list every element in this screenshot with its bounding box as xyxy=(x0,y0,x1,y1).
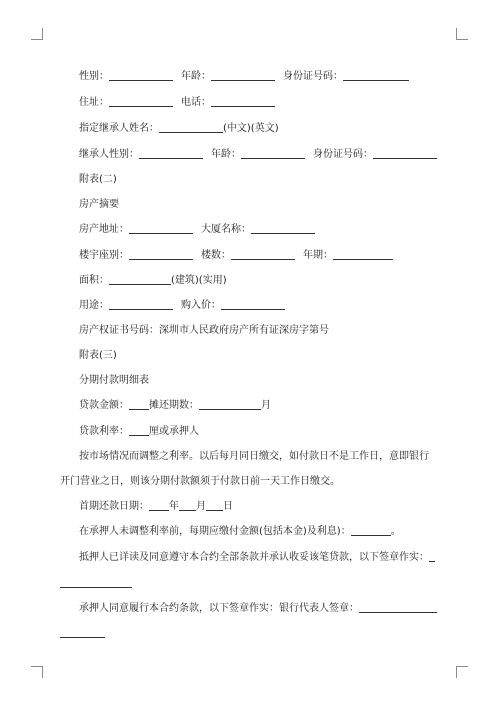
id-label: 身份证号码： xyxy=(283,71,343,82)
block-label: 楼宇座别： xyxy=(79,250,129,261)
row-heir-name xyxy=(79,122,279,135)
heir-id-label: 身份证号码： xyxy=(313,149,373,160)
row-loan-amount-term xyxy=(79,399,271,412)
appendix-3-heading: 附表(三) xyxy=(79,350,117,361)
period-label: 年期： xyxy=(303,250,333,261)
gender-blank xyxy=(109,70,173,81)
address-label: 住址： xyxy=(79,97,109,108)
property-address-blank xyxy=(129,223,193,234)
loan-rate-suffix: 厘或承押人 xyxy=(149,426,199,437)
heir-gender-label: 继承人性别： xyxy=(79,149,139,160)
loan-amount-blank xyxy=(129,399,149,410)
month-label: 月 xyxy=(196,501,206,512)
corner-mark-bottom-right xyxy=(456,666,468,678)
loan-amount-label: 贷款金额： xyxy=(79,400,129,411)
row-area xyxy=(79,274,227,287)
row-gender-age-id xyxy=(79,70,409,83)
usage-blank xyxy=(109,299,173,310)
row-loan-rate xyxy=(79,425,199,438)
row-first-payment-date xyxy=(79,500,233,513)
area-label: 面积： xyxy=(79,275,109,286)
bank-signature-blank xyxy=(359,602,437,613)
bank-signature-blank-continued xyxy=(60,637,105,638)
mortgagor-signature-blank-start xyxy=(429,551,435,562)
phone-label: 电话： xyxy=(181,97,211,108)
year-blank xyxy=(149,500,169,511)
corner-mark-top-left xyxy=(31,28,43,40)
heir-name-blank xyxy=(159,122,223,133)
corner-mark-top-right xyxy=(456,28,468,40)
installment-amount-text: 在承押人未调整利率前，每期应缴付金额(包括本金)及利息)： xyxy=(79,526,351,537)
area-suffix: (建筑)(实用) xyxy=(171,275,227,286)
corner-mark-bottom-left xyxy=(31,666,43,678)
phone-blank xyxy=(211,96,275,107)
loan-rate-label: 贷款利率： xyxy=(79,426,129,437)
price-blank xyxy=(221,299,285,310)
mortgagee-statement-text: 承押人同意履行本合约条款，以下签章作实：银行代表人签章： xyxy=(79,603,359,614)
building-name-label: 大厦名称： xyxy=(201,224,251,235)
loan-rate-blank xyxy=(129,425,149,436)
term-blank xyxy=(199,399,261,410)
heir-age-label: 年龄： xyxy=(211,149,241,160)
usage-label: 用途： xyxy=(79,300,109,311)
id-blank xyxy=(343,70,409,81)
term-label: 摊还期数： xyxy=(149,400,199,411)
age-blank xyxy=(211,70,275,81)
block-blank xyxy=(129,249,193,260)
mortgagor-statement xyxy=(79,551,435,564)
day-label: 日 xyxy=(223,501,233,512)
installment-schedule-heading: 分期付款明细表 xyxy=(79,375,149,386)
building-name-blank xyxy=(251,223,315,234)
row-installment-amount xyxy=(79,525,401,538)
row-usage-price xyxy=(79,299,285,312)
floor-blank xyxy=(231,249,295,260)
heir-name-label: 指定继承人姓名： xyxy=(79,123,159,134)
installment-amount-blank xyxy=(351,525,391,536)
price-label: 购入价： xyxy=(181,300,221,311)
certificate-number: 房产权证书号码：深圳市人民政府房产所有证深房字第号 xyxy=(79,325,329,336)
mortgagee-statement xyxy=(79,602,437,615)
heir-name-suffix: (中文)(英文) xyxy=(223,123,279,134)
day-blank xyxy=(206,500,223,511)
area-blank xyxy=(109,274,171,285)
heir-gender-blank xyxy=(139,148,203,159)
mortgagor-statement-text: 抵押人已详读及同意遵守本合约全部条款并承认收妥该笔贷款，以下签章作实： xyxy=(79,552,429,563)
row-property-address xyxy=(79,223,315,236)
row-heir-details xyxy=(79,148,437,161)
first-date-label: 首期还款日期： xyxy=(79,501,149,512)
year-label: 年 xyxy=(169,501,179,512)
gender-label: 性别： xyxy=(79,71,109,82)
mortgagor-signature-blank xyxy=(60,587,132,588)
property-address-label: 房产地址： xyxy=(79,224,129,235)
heir-age-blank xyxy=(241,148,305,159)
period-blank xyxy=(333,249,393,260)
row-building-floor-period xyxy=(79,249,393,262)
property-summary-heading: 房产摘要 xyxy=(79,199,119,210)
term-month: 月 xyxy=(261,400,271,411)
market-rate-line-2: 开门营业之日，则该分期付款额须于付款日前一天工作日缴交。 xyxy=(60,476,340,487)
heir-id-blank xyxy=(373,148,437,159)
floor-label: 楼数： xyxy=(201,250,231,261)
appendix-2-heading: 附表(二) xyxy=(79,174,117,185)
age-label: 年龄： xyxy=(181,71,211,82)
row-address-phone xyxy=(79,96,275,109)
installment-amount-end: 。 xyxy=(390,526,401,537)
month-blank xyxy=(179,500,196,511)
market-rate-line-1: 按市场情况而调整之利率。以后每月同日缴交，如付款日不是工作日，意即银行 xyxy=(79,451,429,462)
address-blank xyxy=(109,96,173,107)
